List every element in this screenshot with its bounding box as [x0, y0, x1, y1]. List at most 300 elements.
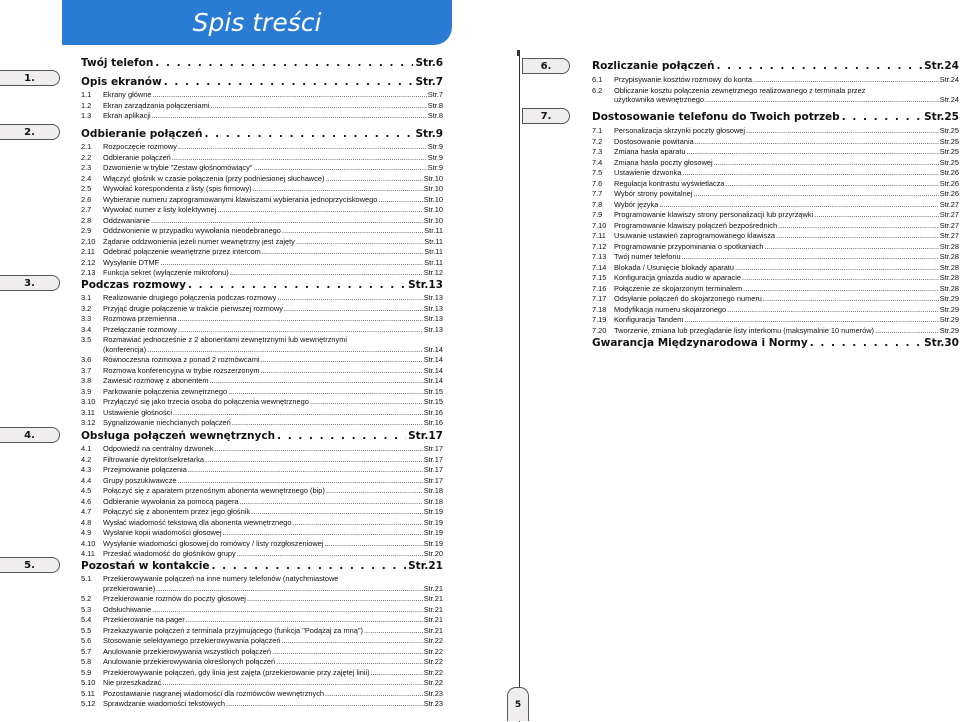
section-title[interactable] — [592, 337, 959, 349]
section-page: Str.13 — [408, 279, 443, 291]
toc-item[interactable] — [81, 539, 443, 549]
toc-item-page: Str.14 — [423, 344, 443, 354]
toc-item-body — [103, 689, 443, 699]
toc-item-page: Str.13 — [423, 303, 443, 313]
toc-item-page: Str.14 — [423, 365, 443, 375]
toc-item-number: 3.12 — [81, 418, 96, 428]
toc-item-number: 2.4 — [81, 173, 92, 183]
toc-item[interactable] — [592, 179, 959, 189]
toc-item-body — [103, 142, 443, 152]
toc-item-number: 5.7 — [81, 646, 92, 656]
dot-leader — [842, 111, 922, 123]
toc-item-body — [103, 325, 443, 335]
section-title[interactable] — [81, 76, 443, 88]
toc-item[interactable] — [81, 699, 443, 709]
dot-leader — [763, 294, 939, 304]
toc-item-text: (konferencja) — [103, 344, 147, 354]
toc-item-text: Przekierowanie rozmów do poczty głosowej — [103, 594, 246, 604]
toc-item-line — [103, 584, 443, 594]
toc-item-number: 3.1 — [81, 293, 92, 302]
toc-item[interactable] — [81, 205, 443, 215]
dot-leader — [765, 242, 939, 252]
dot-leader — [325, 539, 423, 549]
section-page: Str.6 — [415, 57, 443, 69]
toc-item-number: 7.7 — [592, 189, 603, 198]
toc-item-body — [103, 247, 443, 257]
toc-item-body — [103, 293, 443, 303]
toc-item-text: Przekierowanie na pager — [103, 615, 185, 625]
dot-leader — [325, 174, 422, 184]
toc-item-page: Str.28 — [939, 273, 959, 282]
toc-item-line — [103, 518, 443, 528]
toc-item[interactable] — [592, 315, 959, 325]
toc-item-number: 5.10 — [81, 678, 96, 688]
toc-item[interactable] — [81, 507, 443, 517]
toc-item-page: Str.10 — [423, 194, 443, 204]
toc-item[interactable] — [81, 163, 443, 173]
toc-item-page: Str.27 — [939, 220, 959, 230]
chapter-tab[interactable]: 4. — [0, 427, 60, 443]
toc-item-number: 4.3 — [81, 465, 92, 474]
toc-item[interactable] — [81, 605, 443, 615]
toc-item-page: Str.19 — [423, 538, 443, 548]
toc-item-body — [614, 210, 959, 220]
toc-item[interactable] — [592, 86, 959, 105]
toc-item-page: Str.18 — [423, 486, 443, 495]
dot-leader — [746, 126, 939, 136]
toc-item-line — [103, 174, 443, 184]
dot-leader — [223, 528, 423, 538]
toc-item-line — [614, 189, 959, 199]
section-title[interactable] — [81, 128, 443, 140]
toc-item[interactable] — [81, 615, 443, 625]
dot-leader — [217, 205, 422, 215]
toc-item-text: Tworzenie, zmiana lub przeglądanie listy interkomu (maksymalnie 10 numerów) — [614, 325, 875, 335]
toc-item-text: Wybór języka — [614, 199, 659, 209]
toc-item-text: Usuwanie ustawień zaprogramowanego klawisza — [614, 231, 776, 240]
toc-item-page: Str.23 — [423, 688, 443, 698]
toc-item[interactable] — [81, 101, 443, 111]
toc-item[interactable] — [81, 314, 443, 324]
toc-item-line — [103, 605, 443, 615]
toc-item[interactable] — [81, 153, 443, 163]
toc-item[interactable] — [81, 647, 443, 657]
toc-item[interactable] — [81, 455, 443, 465]
dot-leader — [742, 273, 939, 283]
dot-leader — [875, 326, 939, 336]
chapter-tab[interactable]: 5. — [0, 557, 60, 573]
toc-item[interactable] — [81, 594, 443, 604]
toc-item-body — [103, 507, 443, 517]
toc-item-number: 4.2 — [81, 454, 92, 464]
toc-item-text: Ustawienie dzwonka — [614, 168, 682, 177]
toc-item-line — [103, 366, 443, 376]
toc-item[interactable] — [592, 210, 959, 220]
toc-item[interactable] — [81, 325, 443, 335]
section-title[interactable] — [81, 430, 443, 442]
page-number: 5 — [507, 687, 529, 721]
toc-item[interactable] — [81, 444, 443, 454]
section-page: Str.25 — [924, 111, 959, 123]
toc-item-body — [614, 273, 959, 283]
toc-item-body — [103, 387, 443, 397]
toc-item[interactable] — [81, 335, 443, 354]
toc-item[interactable] — [81, 226, 443, 236]
section-title-text: Rozliczanie połączeń — [592, 60, 715, 72]
toc-item-page: Str.21 — [423, 625, 443, 635]
toc-item[interactable] — [81, 518, 443, 528]
toc-item[interactable] — [81, 497, 443, 507]
toc-item-number: 2.5 — [81, 184, 92, 193]
section-title-text: Podczas rozmowy — [81, 279, 186, 291]
toc-item[interactable] — [592, 221, 959, 231]
toc-item-number: 5.12 — [81, 699, 96, 709]
section-title[interactable] — [592, 60, 959, 72]
toc-item-number: 7.17 — [592, 294, 607, 303]
toc-item-line — [614, 263, 959, 273]
toc-item-text: Włączyć głośnik w czasie połączenia (przy podniesionej słuchawce) — [103, 173, 325, 183]
toc-item-line — [614, 305, 959, 315]
toc-item[interactable] — [81, 111, 443, 121]
dot-leader — [147, 345, 423, 355]
toc-item[interactable] — [81, 636, 443, 646]
toc-item[interactable] — [81, 574, 443, 593]
toc-item[interactable] — [592, 242, 959, 252]
toc-item-page: Str.7 — [427, 90, 443, 99]
dot-leader — [215, 444, 423, 454]
toc-item[interactable] — [81, 486, 443, 496]
toc-item[interactable] — [592, 326, 959, 336]
dot-leader — [204, 128, 413, 140]
toc-item-number: 3.2 — [81, 303, 92, 313]
toc-item-page: Str.13 — [423, 324, 443, 334]
toc-item-text: Sygnalizowanie niechcianych połączeń — [103, 418, 231, 428]
toc-item-page: Str.8 — [427, 111, 443, 120]
toc-item[interactable] — [81, 237, 443, 247]
toc-item[interactable] — [592, 158, 959, 168]
toc-item-page: Str.27 — [939, 231, 959, 240]
toc-item-text: Dostosowanie powitania — [614, 136, 694, 146]
toc-item-line — [103, 615, 443, 625]
toc-item[interactable] — [592, 126, 959, 136]
toc-item[interactable] — [592, 231, 959, 241]
toc-item-line — [103, 216, 443, 226]
toc-item[interactable] — [81, 293, 443, 303]
toc-item-text: Przesłać wiadomość do głośników grupy — [103, 549, 236, 558]
toc-item-text: Wysyłanie wiadomości głosowej do romówcy / listy rozgłoszeniowej — [103, 538, 324, 548]
toc-item-text: Obliczanie kosztu połączenia zewnętrznego realizowanego z terminala przez — [614, 85, 866, 95]
toc-item[interactable] — [81, 174, 443, 184]
toc-item[interactable] — [81, 465, 443, 475]
toc-item-number: 7.4 — [592, 157, 603, 167]
dot-leader — [160, 258, 423, 268]
toc-item-page: Str.21 — [423, 615, 443, 625]
toc-item-body — [103, 465, 443, 475]
section-title-text: Pozostań w kontakcie — [81, 560, 210, 572]
toc-item-body — [103, 111, 443, 121]
toc-item-line — [103, 184, 443, 194]
toc-item[interactable] — [81, 216, 443, 226]
chapter-tab[interactable]: 7. — [522, 108, 570, 124]
toc-item[interactable] — [81, 678, 443, 688]
toc-item[interactable] — [592, 252, 959, 262]
toc-item-text: Wywołać numer z listy kolektywnej — [103, 205, 217, 214]
toc-item-page: Str.18 — [423, 496, 443, 506]
toc-item-line — [614, 294, 959, 304]
toc-item-body — [103, 226, 443, 236]
section-title-text: Obsługa połączeń wewnętrznych — [81, 430, 276, 442]
toc-item-body — [614, 221, 959, 231]
toc-item-line — [614, 273, 959, 283]
dot-leader — [753, 75, 939, 85]
toc-item-line — [103, 507, 443, 517]
toc-item-line — [103, 497, 443, 507]
toc-item-number: 7.14 — [592, 262, 607, 272]
toc-item[interactable] — [592, 75, 959, 85]
toc-item-text: Połączenie ze skojarzonym terminalem — [614, 283, 743, 293]
dot-leader — [247, 594, 423, 604]
toc-item-number: 3.8 — [81, 376, 92, 386]
dot-leader — [296, 237, 423, 247]
dot-leader — [378, 195, 422, 205]
toc-item[interactable] — [81, 355, 443, 365]
toc-item-text: Grupy poszukiwawcze — [103, 475, 177, 485]
toc-item-line — [614, 315, 959, 325]
toc-item-text: Ustawienie głośności — [103, 407, 173, 417]
toc-item[interactable] — [81, 657, 443, 667]
toc-item[interactable] — [81, 247, 443, 257]
toc-item[interactable] — [81, 184, 443, 194]
toc-item-page: Str.22 — [423, 657, 443, 667]
dot-leader — [714, 158, 939, 168]
toc-item-page: Str.24 — [939, 95, 959, 105]
toc-item-body — [103, 304, 443, 314]
toc-item[interactable] — [592, 168, 959, 178]
toc-item[interactable] — [592, 263, 959, 273]
toc-item[interactable] — [81, 689, 443, 699]
toc-item[interactable] — [592, 294, 959, 304]
toc-item-line — [614, 252, 959, 262]
toc-item-line — [103, 594, 443, 604]
toc-item-page: Str.27 — [939, 199, 959, 209]
toc-item-page: Str.28 — [939, 283, 959, 293]
toc-item-body — [103, 174, 443, 184]
toc-item[interactable] — [81, 268, 443, 278]
toc-item-page: Str.17 — [423, 465, 443, 474]
toc-item[interactable] — [81, 366, 443, 376]
toc-item-line — [103, 408, 443, 418]
toc-item-page: Str.29 — [939, 294, 959, 303]
toc-item-text: Oddzwonienie w przypadku wywołania nieodebranego — [103, 226, 281, 235]
toc-item-body — [103, 574, 443, 593]
toc-item-text: Przyłączyć się jako trzecia osoba do połączenia wewnętrznego — [103, 397, 309, 407]
toc-item-line — [103, 247, 443, 257]
dot-leader — [325, 689, 423, 699]
toc-item[interactable] — [592, 147, 959, 157]
toc-item-text: Programowanie klawiszy połączeń bezpośrednich — [614, 220, 778, 230]
dot-leader — [186, 615, 423, 625]
toc-item-number: 4.10 — [81, 538, 96, 548]
toc-item-page: Str.11 — [424, 257, 443, 267]
toc-item-number: 2.10 — [81, 236, 96, 246]
toc-item-number: 7.12 — [592, 241, 607, 251]
toc-item[interactable] — [81, 626, 443, 636]
toc-item[interactable] — [81, 258, 443, 268]
toc-item-line — [103, 486, 443, 496]
toc-item-page: Str.19 — [423, 528, 443, 537]
toc-item[interactable] — [81, 668, 443, 678]
toc-item-number: 5.1 — [81, 574, 92, 583]
dot-leader — [152, 90, 426, 100]
toc-item-line — [614, 147, 959, 157]
toc-item-page: Str.26 — [939, 189, 959, 198]
section-page: Str.9 — [415, 128, 443, 140]
toc-item[interactable] — [81, 195, 443, 205]
toc-item-number: 7.19 — [592, 315, 607, 324]
toc-item-number: 5.5 — [81, 625, 92, 635]
toc-item-body — [103, 258, 443, 268]
toc-item-number: 7.9 — [592, 210, 603, 219]
toc-item-number: 7.18 — [592, 304, 607, 314]
toc-item[interactable] — [81, 387, 443, 397]
toc-item-body — [103, 237, 443, 247]
toc-item-number: 4.9 — [81, 528, 92, 537]
toc-item-text: Twój numer telefonu — [614, 252, 681, 261]
toc-item[interactable] — [81, 408, 443, 418]
toc-item[interactable] — [592, 273, 959, 283]
toc-item-page: Str.10 — [423, 205, 443, 214]
toc-item-body — [103, 699, 443, 709]
toc-item-page: Str.17 — [423, 475, 443, 485]
toc-item-body — [103, 195, 443, 205]
chapter-tab[interactable]: 6. — [522, 58, 570, 74]
toc-item-number: 7.16 — [592, 283, 607, 293]
toc-item-line — [614, 75, 959, 85]
toc-item-page: Str.17 — [423, 454, 443, 464]
dot-leader — [693, 189, 938, 199]
toc-item-body — [614, 294, 959, 304]
dot-leader — [705, 95, 939, 105]
toc-item-line — [103, 539, 443, 549]
toc-item-number: 4.11 — [81, 549, 95, 558]
toc-item-page: Str.22 — [423, 667, 443, 677]
toc-item-text: Przekazywanie połączeń z terminala przyjmującego (funkcja "Podążaj za mną") — [103, 625, 363, 635]
toc-item-text: Oddzwanianie — [103, 215, 150, 225]
section-title[interactable] — [81, 279, 443, 291]
dot-leader — [178, 476, 423, 486]
toc-item-body — [614, 179, 959, 189]
toc-item-line — [103, 699, 443, 709]
dot-leader — [684, 315, 938, 325]
toc-item-line — [103, 293, 443, 303]
section-title-text: Opis ekranów — [81, 76, 162, 88]
toc-item-text: Rozmawiać jednocześnie z 2 abonentami zewnętrznymi lub wewnętrznymi — [103, 335, 347, 344]
toc-item-page: Str.25 — [939, 136, 959, 146]
dot-leader — [188, 279, 406, 291]
toc-item[interactable] — [592, 305, 959, 315]
toc-item[interactable] — [81, 418, 443, 428]
dot-leader — [687, 147, 939, 157]
toc-item[interactable] — [592, 284, 959, 294]
toc-item-text: Zawiesić rozmowę z abonentem — [103, 376, 209, 386]
dot-leader — [277, 293, 422, 303]
toc-item-text: Wywołać korespondenta z listy (spis firmowy) — [103, 184, 252, 193]
dot-leader — [726, 179, 939, 189]
toc-item-page: Str.14 — [423, 376, 443, 386]
dot-leader — [778, 221, 939, 231]
column-divider — [519, 52, 520, 722]
toc-item-page: Str.21 — [423, 583, 443, 593]
toc-item-page: Str.10 — [423, 173, 443, 183]
toc-item-body — [614, 137, 959, 147]
toc-item[interactable] — [81, 528, 443, 538]
toc-item-page: Str.11 — [424, 236, 443, 246]
toc-item-line — [614, 231, 959, 241]
toc-item-number: 2.12 — [81, 257, 96, 267]
toc-item[interactable] — [81, 142, 443, 152]
toc-item-body — [103, 408, 443, 418]
toc-item-line — [614, 158, 959, 168]
toc-item-number: 4.8 — [81, 517, 92, 527]
toc-item[interactable] — [592, 189, 959, 199]
dot-leader — [282, 226, 423, 236]
toc-item-text: Stosowanie selektywnego przekierowywania połączeń — [103, 636, 281, 646]
toc-item-line — [103, 465, 443, 475]
toc-item-number: 2.3 — [81, 163, 92, 172]
toc-item-number: 7.6 — [592, 178, 603, 188]
toc-item-body — [614, 126, 959, 136]
chapter-tab[interactable]: 2. — [0, 124, 60, 140]
toc-item-number: 5.9 — [81, 667, 92, 677]
toc-item-text: Anulowanie przekierowywania określonych połączeń — [103, 657, 276, 667]
toc-item-text: Przyjąć drugie połączenie w trakcie pierwszej rozmowy — [103, 303, 283, 313]
section-title[interactable] — [592, 111, 959, 123]
dot-leader — [173, 408, 423, 418]
dot-leader — [810, 337, 922, 349]
dot-leader — [735, 263, 939, 273]
toc-item[interactable] — [81, 90, 443, 100]
toc-item-body — [614, 189, 959, 199]
toc-item[interactable] — [81, 376, 443, 386]
section-title[interactable] — [81, 57, 443, 69]
chapter-tab[interactable]: 1. — [0, 70, 60, 86]
toc-item-number: 4.6 — [81, 496, 92, 506]
toc-item-number: 7.3 — [592, 147, 603, 156]
toc-item[interactable] — [592, 137, 959, 147]
toc-item-line — [103, 325, 443, 335]
toc-item-body — [614, 252, 959, 262]
section-page: Str.7 — [415, 76, 443, 88]
toc-item[interactable] — [81, 549, 443, 559]
toc-item-body — [103, 476, 443, 486]
toc-item[interactable] — [81, 476, 443, 486]
toc-item-body — [103, 486, 443, 496]
toc-item-page: Str.9 — [427, 163, 443, 172]
chapter-tab[interactable]: 3. — [0, 275, 60, 291]
toc-item[interactable] — [81, 397, 443, 407]
dot-leader — [326, 486, 423, 496]
toc-item-line — [103, 418, 443, 428]
dot-leader — [659, 200, 938, 210]
toc-item-body — [103, 355, 443, 365]
toc-item-page: Str.25 — [939, 126, 959, 135]
toc-item-line — [614, 210, 959, 220]
section-title[interactable] — [81, 560, 443, 572]
dot-leader — [188, 465, 423, 475]
dot-leader — [164, 76, 414, 88]
toc-item[interactable] — [81, 304, 443, 314]
toc-item[interactable] — [592, 200, 959, 210]
